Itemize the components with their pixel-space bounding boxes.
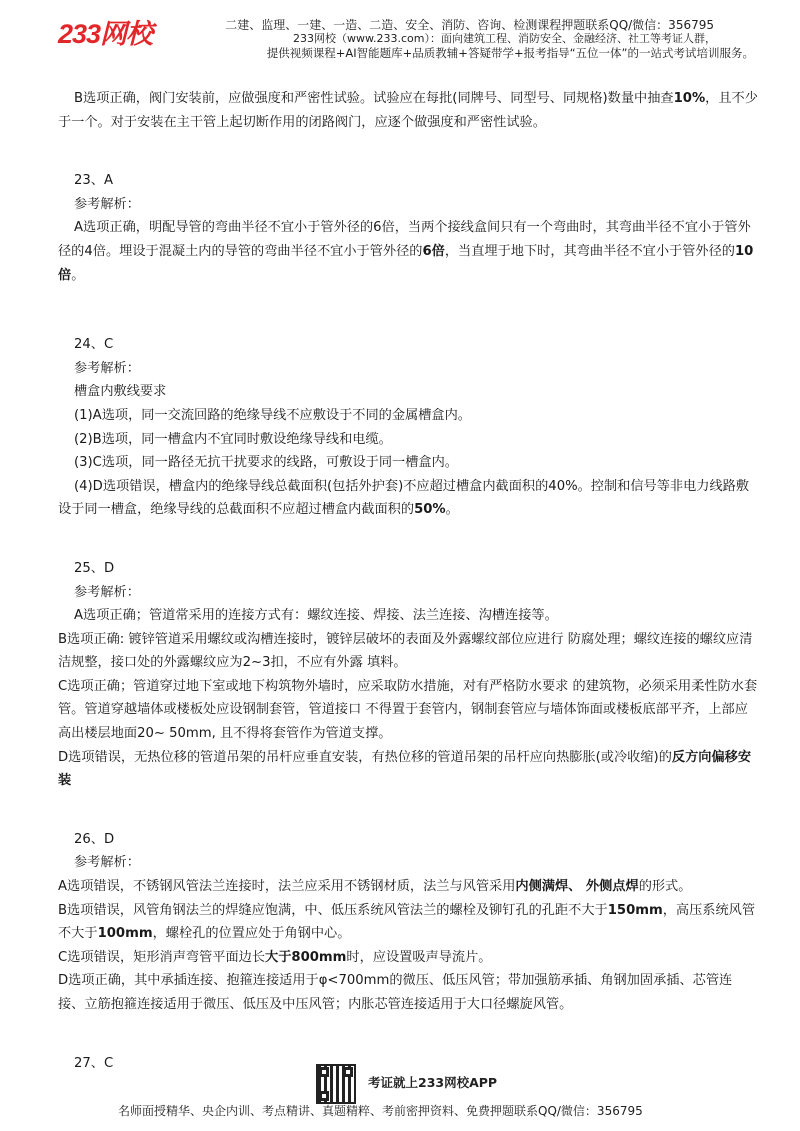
qr-anchor xyxy=(319,1067,329,1077)
q26-ref-label: 参考解析： xyxy=(74,855,140,871)
q22-explanation: B选项正确，阀门安装前，应做强度和严密性试验。试验应在每批(同牌号、同型号、同规格)数量中抽查10%，且不少于一个。对于安装在主干管上起切断作用的闭路阀门，应逐个做强度和严密性试验。 xyxy=(58,91,758,130)
q24-item-4: (4)D选项错误，槽盒内的绝缘导线总截面积(包括外护套)不应超过槽盒内截面积的40%。控制和信号等非电力线路敷设于同一槽盒，绝缘导线的总截面积不应超过槽盒内截面积的50%。 xyxy=(58,478,750,518)
footer-contact-line: 名师面授精华、央企内训、考点精讲、真题精粹、考前密押资料、免费押题联系QQ/微信：356795 xyxy=(118,1104,643,1118)
page-header xyxy=(0,0,800,70)
answer-content xyxy=(58,87,758,1075)
qr-code-icon xyxy=(316,1064,356,1104)
q25-number: 25、D xyxy=(74,560,115,576)
brand-logo: 233网校 xyxy=(58,19,153,49)
q26-option-b: B选项错误，风管角钢法兰的焊缝应饱满，中、低压系统风管法兰的螺栓及铆钉孔的孔距不大于150mm，高压系统风管不大于100mm，螺栓孔的位置应处于角钢中心。 xyxy=(58,902,756,942)
q25-option-a: A选项正确；管道常采用的连接方式有：螺纹连接、焊接、法兰连接、沟槽连接等。 xyxy=(74,608,558,624)
q27-number: 27、C xyxy=(74,1055,114,1071)
q26-option-d: D选项正确，其中承插连接、抱箍连接适用于φ<700mm的微压、低压风管；带加强筋承插、角钢加固承插、芯管连接、立筋抱箍连接适用于微压、低压及中压风管；内胀芯管连接适用于大口径螺旋风管。 xyxy=(58,973,733,1012)
q23-number: 23、A xyxy=(74,173,113,189)
q26-number: 26、D xyxy=(74,831,115,847)
q24-number: 24、C xyxy=(74,337,114,353)
q23-ref-label: 参考解析： xyxy=(74,196,140,212)
q24-item-2: (2)B选项，同一槽盒内不宜同时敷设绝缘导线和电缆。 xyxy=(74,431,392,447)
q26-option-c: C选项错误，矩形消声弯管平面边长大于800mm时，应设置吸声导流片。 xyxy=(58,949,492,965)
q24-title: 槽盒内敷线要求 xyxy=(74,384,167,400)
q23-explanation: A选项正确，明配导管的弯曲半径不宜小于管外径的6倍，当两个接线盒间只有一个弯曲时，其弯曲半径不宜小于管外径的4倍。埋设于混凝土内的导管的弯曲半径不宜小于管外径的6倍，当直埋于地下时，其弯曲半径不宜小于管外径的10倍。 xyxy=(58,220,754,283)
qr-anchor xyxy=(343,1067,353,1077)
page-footer xyxy=(0,1060,800,1131)
header-services-line: 提供视频课程+AI智能题库+品质教辅+答疑带学+报考指导“五位一体”的一站式考试培训服务。 xyxy=(266,46,754,60)
q25-ref-label: 参考解析： xyxy=(74,584,140,600)
qr-anchor xyxy=(319,1091,329,1101)
q25-option-b: B选项正确: 镀锌管道采用螺纹或沟槽连接时，镀锌层破坏的表面及外露螺纹部位应进行 防腐处理；螺纹连接的螺纹应清洁规整，接口处的外露螺纹应为2~3扣，不应有外露 填料。 xyxy=(58,631,753,671)
q26-option-a: A选项错误，不锈钢风管法兰连接时，法兰应采用不锈钢材质，法兰与风管采用内侧满焊、 外侧点焊的形式。 xyxy=(58,879,692,895)
header-intro-line: 233网校（www.233.com）：面向建筑工程、消防安全、金融经济、社工等考证人群， xyxy=(293,32,716,45)
header-contact-line: 二建、监理、一建、一造、二造、安全、消防、咨询、检测课程押题联系QQ/微信：356795 xyxy=(225,18,714,32)
footer-app-promo: 考证就上233网校APP xyxy=(368,1075,498,1090)
q24-ref-label: 参考解析： xyxy=(74,360,140,376)
q24-item-1: (1)A选项，同一交流回路的绝缘导线不应敷设于不同的金属槽盒内。 xyxy=(74,407,471,423)
q24-item-3: (3)C选项，同一路径无抗干扰要求的线路，可敷设于同一槽盒内。 xyxy=(74,455,458,471)
q25-option-c: C选项正确；管道穿过地下室或地下构筑物外墙时，应采取防水措施，对有严格防水要求 的建筑物，必须采用柔性防水套管。管道穿越墙体或楼板处应设钢制套管，管道接口 不得置于套管内，钢制套管应与墙体饰面或楼板底部平齐，上部应高出楼层地面20~ 50mm, 且不得将套管作为管道支撑。 xyxy=(58,678,758,742)
q25-option-d: D选项错误，无热位移的管道吊架的吊杆应垂直安装，有热位移的管道吊架的吊杆应向热膨胀(或冷收缩)的反方向偏移安装 xyxy=(58,749,752,789)
